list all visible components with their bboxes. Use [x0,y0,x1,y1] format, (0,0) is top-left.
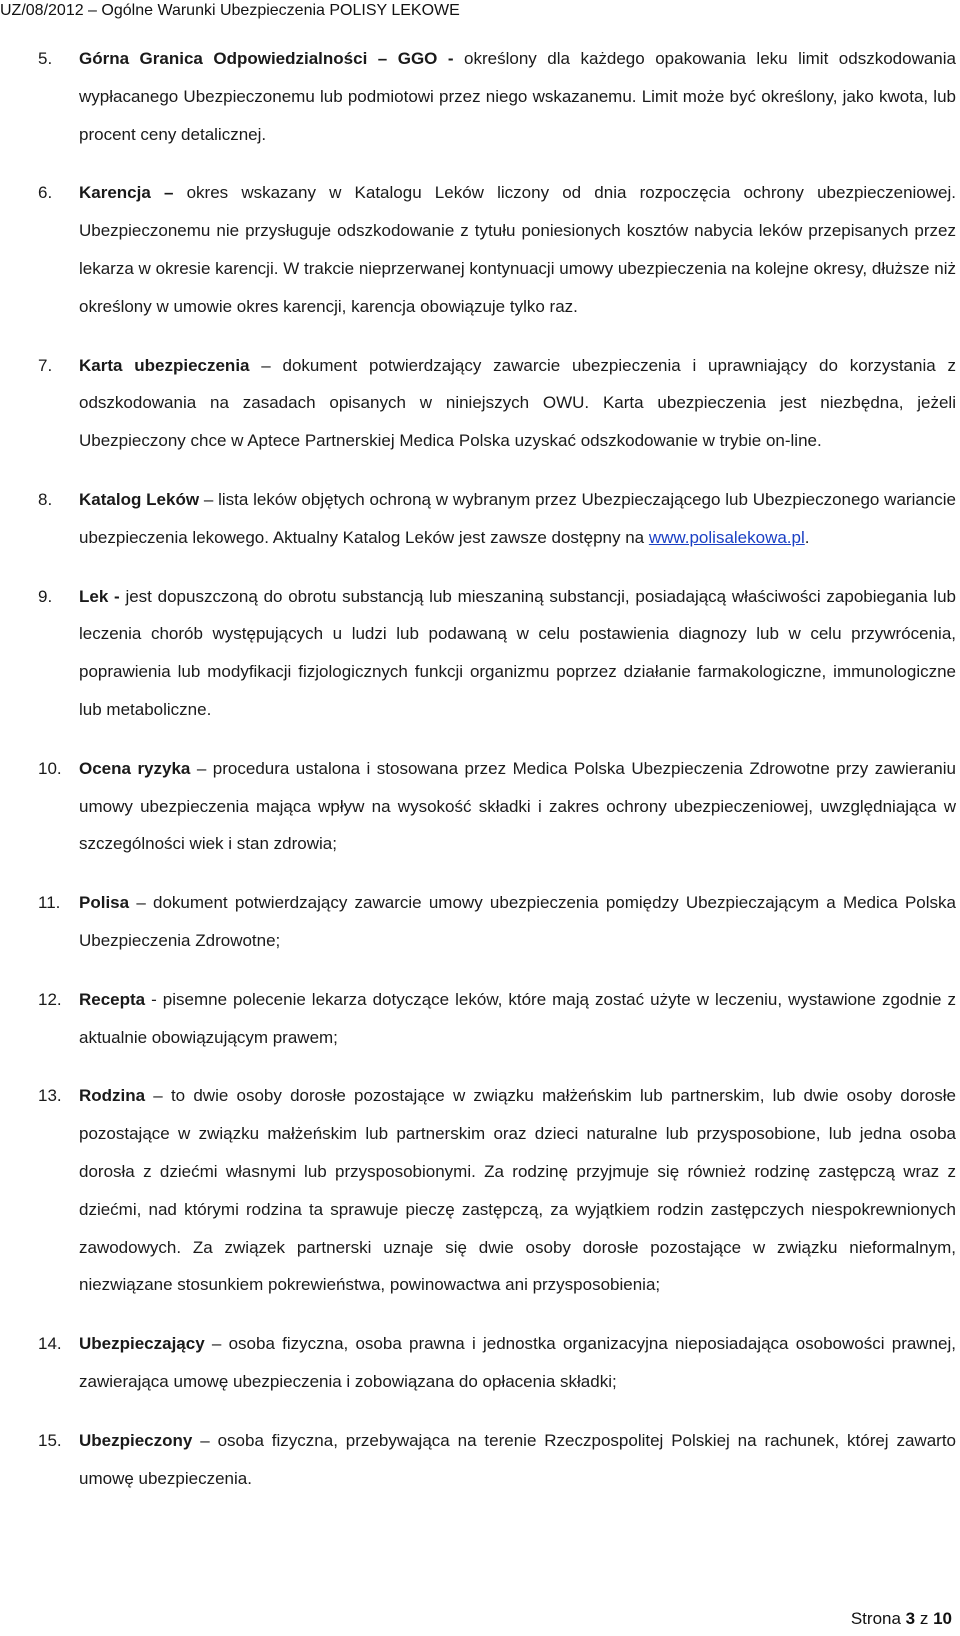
page-total: 10 [933,1609,952,1628]
item-text [79,1422,956,1498]
definition-item-8 [38,481,956,557]
item-number: 14. [38,1334,62,1354]
definition-item-10 [38,750,956,863]
document-header: UZ/08/2012 – Ogólne Warunki Ubezpieczenia POLISY LEKOWE [0,2,460,19]
item-text [79,347,956,460]
item-number: 15. [38,1430,62,1450]
item-term: Ubezpieczający [79,1334,205,1354]
item-body: – dokument potwierdzający zawarcie ubezpieczenia i uprawniający do korzystania z odszkodowania na zasadach opisanych w niniejszych OWU. Karta ubezpieczenia jest niezbędna, jeżeli Ubezpieczony chce w Aptece Partnerskiej Medica Polska uzyskać odszkodowanie w trybie on-line. [79,355,956,451]
item-text [79,1077,956,1304]
item-term: Katalog Leków [79,489,200,509]
definition-item-11 [38,884,956,960]
item-body: – to dwie osoby dorosłe pozostające w związku małżeńskim lub partnerskim, lub dwie osoby dorosłe pozostające w związku małżeńskim lub partnerskim oraz dzieci naturalne lub przysposobione, lub jedna osoba dorosła z dziećmi własnymi lub przysposobionymi. Za rodzinę przyjmuje się również rodzinę zastępczą wraz z dziećmi, nad którymi rodzina ta sprawuje pieczę zastępczą, za wyjątkiem rodzin zastępczych niespokrewnionych zawodowych. Za związek partnerski uznaje się dwie osoby dorosłe pozostające w związku nieformalnym, niezwiązane stosunkiem pokrewieństwa, powinowactwa ani przysposobienia; [79,1086,956,1295]
item-body: jest dopuszczoną do obrotu substancją lub mieszaniną substancji, posiadającą właściwości zapobiegania lub leczenia chorób występujących u ludzi lub podawaną w celu postawienia diagnozy lub w celu przywrócenia, poprawienia lub modyfikacji fizjologicznych funkcji organizmu poprzez działanie farmakologiczne, immunologiczne lub metaboliczne. [79,586,956,719]
item-term: Karta ubezpieczenia [79,355,250,375]
item-number: 11. [38,893,61,913]
item-text [79,1325,956,1401]
definition-item-6 [38,174,956,325]
item-number: 10. [38,758,62,778]
item-number: 5. [38,49,53,68]
item-term: Polisa [79,893,130,913]
item-number: 9. [38,586,53,606]
item-number: 8. [38,489,53,509]
item-body: – osoba fizyczna, przebywająca na terenie Rzeczpospolitej Polskiej na rachunek, której zawarto umowę ubezpieczenia. [79,1430,956,1488]
page-current: 3 [905,1609,916,1628]
item-term: Recepta [79,989,146,1009]
item-term: Ocena ryzyka [79,758,191,778]
item-text [79,750,956,863]
item-number: 7. [38,355,53,375]
definition-item-13 [38,1077,956,1304]
item-body: – dokument potwierdzający zawarcie umowy ubezpieczenia pomiędzy Ubezpieczającym a Medica Polska Ubezpieczenia Zdrowotne; [79,893,956,950]
definition-item-15 [38,1422,956,1498]
website-link[interactable]: www.polisalekowa.pl [648,527,805,547]
item-text [79,981,956,1057]
definition-item-7 [38,347,956,460]
item-term: Karencja – [79,183,174,203]
definition-item-9 [38,578,956,729]
item-text [79,40,956,153]
definitions-list [38,40,956,1518]
page-prefix: Strona [850,1609,906,1628]
definition-item-14 [38,1325,956,1401]
item-term: Lek - [79,586,120,606]
item-term: Rodzina [79,1086,146,1106]
definition-item-12 [38,981,956,1057]
item-text [79,174,956,325]
item-text [79,481,956,557]
item-body: okres wskazany w Katalogu Leków liczony od dnia rozpoczęcia ochrony ubezpieczeniowej. Ubezpieczonemu nie przysługuje odszkodowanie z tytułu poniesionych kosztów nabycia leków przepisanych przez lekarza w okresie karencji. W trakcie nieprzerwanej kontynuacji umowy ubezpieczenia na kolejne okresy, dłuższe niż określony w umowie okres karencji, karencja obowiązuje tylko raz. [79,183,956,316]
item-body: określony dla każdego opakowania leku limit odszkodowania wypłacanego Ubezpieczonemu lub podmiotowi przez niego wskazanemu. Limit może być określony, jako kwota, lub procent ceny detalicznej. [79,49,956,144]
item-body: – lista leków objętych ochroną w wybranym przez Ubezpieczającego lub Ubezpieczonego wariancie ubezpieczenia lekowego. Aktualny Katalog Leków jest zawsze dostępny na [79,489,956,547]
page-number [851,1608,952,1630]
item-body: – procedura ustalona i stosowana przez Medica Polska Ubezpieczenia Zdrowotne przy zawieraniu umowy ubezpieczenia mająca wpływ na wysokość składki i zakres ochrony ubezpieczeniowej, uwzględniająca w szczególności wiek i stan zdrowia; [79,758,956,854]
item-term: Ubezpieczony [79,1430,193,1450]
item-term: Górna Granica Odpowiedzialności – GGO - [79,49,454,68]
item-body: – osoba fizyczna, osoba prawna i jednostka organizacyjna nieposiadająca osobowości prawnej, zawierająca umowę ubezpieczenia i zobowiązana do opłacenia składki; [79,1334,956,1391]
item-number: 6. [38,183,53,203]
item-tail: . [804,527,810,547]
item-text [79,578,956,729]
item-number: 12. [38,989,62,1009]
page-middle: z [915,1609,934,1628]
item-body: - pisemne polecenie lekarza dotyczące leków, które mają zostać użyte w leczeniu, wystawione zgodnie z aktualnie obowiązującym prawem; [79,989,956,1047]
definition-item-5 [38,40,956,153]
item-text [79,884,956,960]
item-number: 13. [38,1086,62,1106]
